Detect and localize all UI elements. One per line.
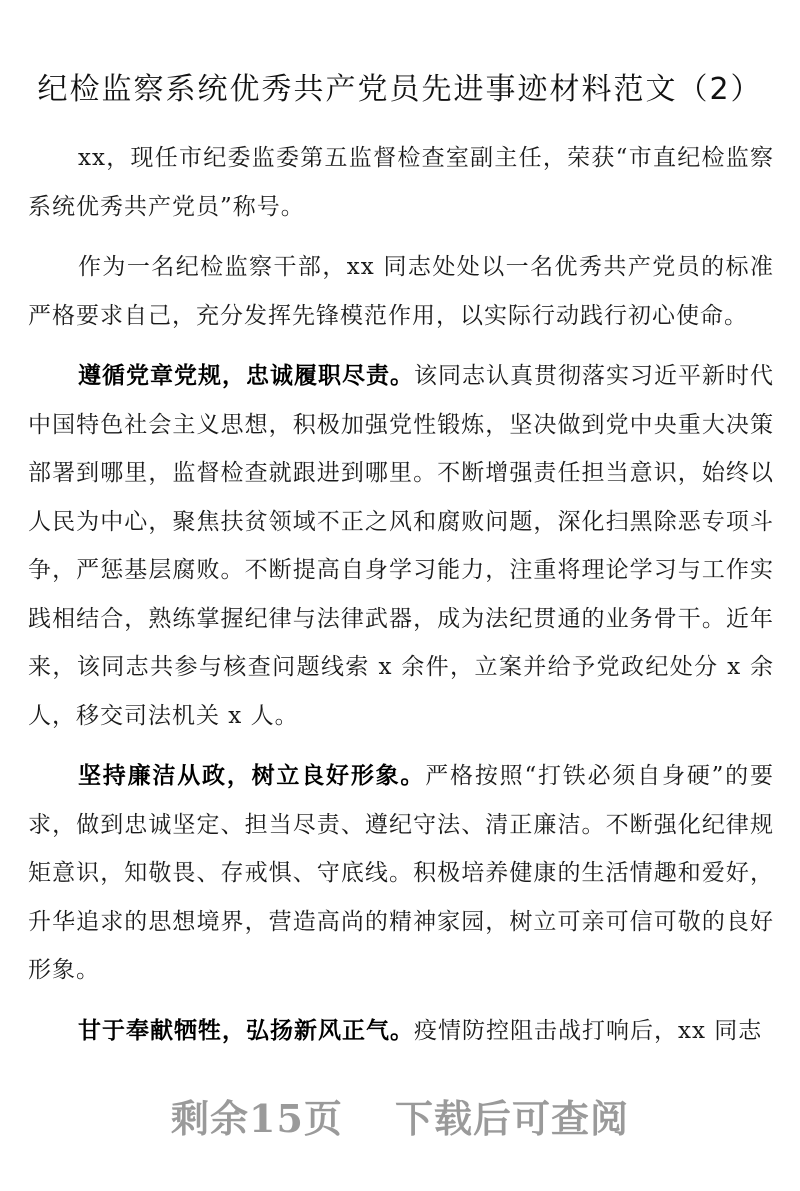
download-prompt[interactable] (0, 1088, 800, 1143)
paragraph-text: xx，现任市纪委监委第五监督检查室副主任，荣获“市直纪检监察系统优秀共产党员”称号。 (28, 145, 774, 220)
paragraph-text: 该同志认真贯彻落实习近平新时代中国特色社会主义思想，积极加强党性锻炼，坚决做到党中央重大决策部署到哪里，监督检查就跟进到哪里。不断增强责任担当意识，始终以人民为中心，聚焦扶贫领域不正之风和腐败问题，深化扫黑除恶专项斗争，严惩基层腐败。不断提高自身学习能力，注重将理论学习与工作实践相结合，熟练掌握纪律与法律武器，成为法纪贯通的业务骨干。近年来，该同志共参与核查问题线索 x 余件，立案并给予党政纪处分 x 余人，移交司法机关 x 人。 (28, 363, 774, 729)
paragraph-intro (28, 134, 774, 231)
paragraph-lead: 坚持廉洁从政，树立良好形象。 (78, 762, 426, 789)
document-body (28, 134, 774, 1067)
paragraph-dedication (28, 1007, 774, 1056)
paragraph-lead: 甘于奉献牺牲，弘扬新风正气。 (78, 1016, 414, 1044)
paragraph-summary (28, 243, 774, 340)
paragraph-text: 作为一名纪检监察干部，xx 同志处处以一名优秀共产党员的标准严格要求自己，充分发挥先锋模范作用，以实际行动践行初心使命。 (28, 254, 774, 329)
paragraph-text: 严格按照“打铁必须自身硬”的要求，做到忠诚坚定、担当尽责、遵纪守法、清正廉洁。不断强化纪律规矩意识，知敬畏、存戒惧、守底线。积极培养健康的生活情趣和爱好，升华追求的思想境界，营造高尚的精神家园，树立可亲可信可敬的良好形象。 (28, 763, 774, 983)
paragraph-party-rules (28, 352, 774, 740)
paragraph-integrity (28, 752, 774, 995)
download-to-view-label[interactable]: 下载后可查阅 (394, 1096, 629, 1141)
paragraph-lead: 遵循党章党规，忠诚履职尽责。 (78, 362, 414, 389)
document-title: 纪检监察系统优秀共产党员先进事迹材料范文（2） (37, 72, 763, 107)
remaining-pages-label[interactable]: 剩余15页 (171, 1096, 343, 1141)
paragraph-text: 疫情防控阻击战打响后，xx 同志 (414, 1017, 763, 1044)
